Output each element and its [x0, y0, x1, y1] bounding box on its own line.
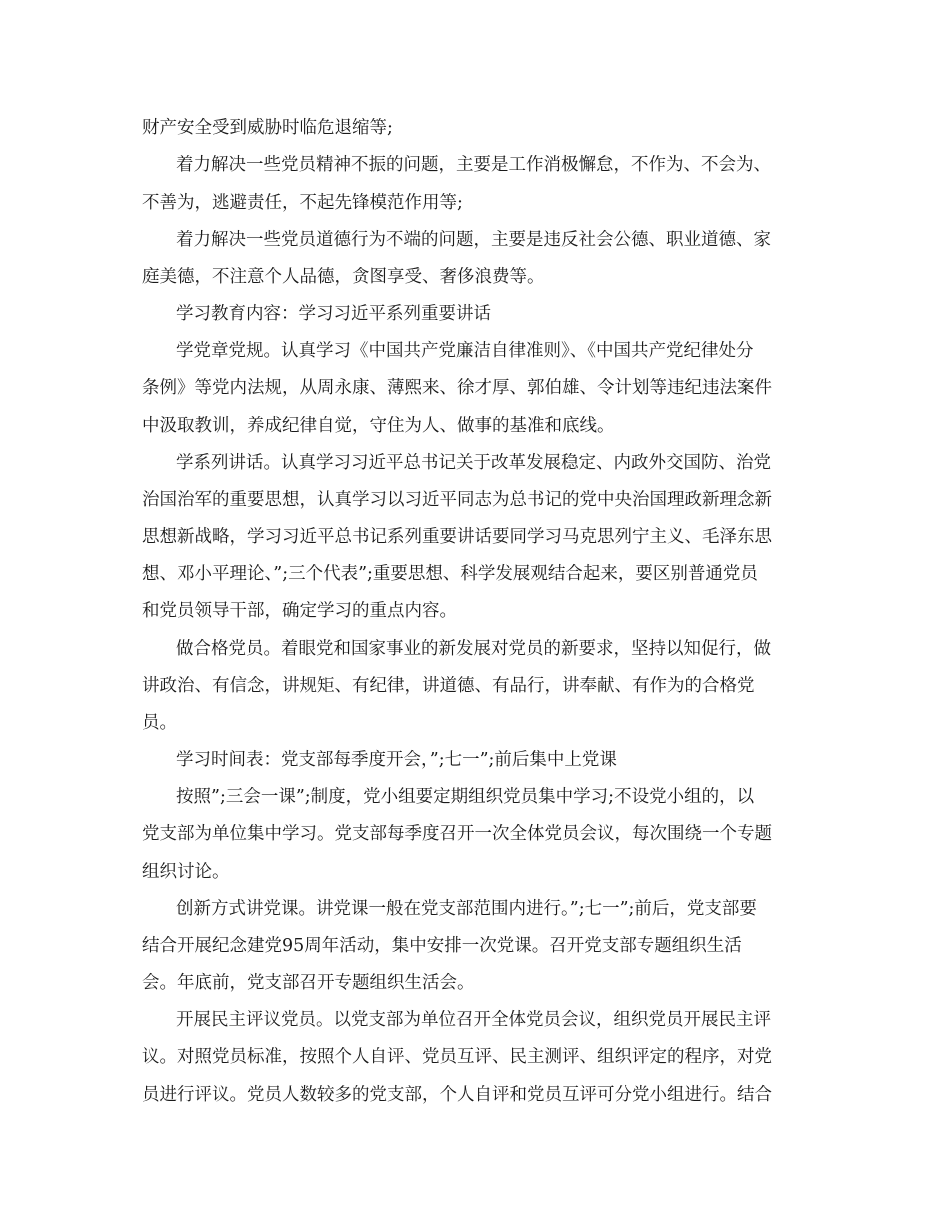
text-line: 中汲取教训，养成纪律自觉，守住为人、做事的基准和底线。 — [142, 416, 615, 436]
text-line: 着力解决一些党员道德行为不端的问题，主要是违反社会公德、职业道德、家 — [176, 230, 771, 250]
text-line: 创新方式讲党课。讲党课一般在党支部范围内进行。”;七一”;前后，党支部要 — [176, 899, 757, 919]
text-line: 学系列讲话。认真学习习近平总书记关于改革发展稳定、内政外交国防、治党 — [176, 453, 771, 473]
text-line: 条例》等党内法规，从周永康、薄熙来、徐才厚、郭伯雄、令计划等违纪违法案件 — [142, 378, 772, 398]
text-line: 按照”;三会一课”;制度，党小组要定期组织党员集中学习;不设党小组的，以 — [176, 787, 755, 807]
text-line: 思想新战略，学习习近平总书记系列重要讲话要同学习马克思列宁主义、毛泽东思 — [142, 527, 772, 547]
text-line: 议。对照党员标准，按照个人自评、党员互评、民主测评、组织评定的程序，对党 — [142, 1047, 772, 1067]
text-line: 想、邓小平理论、”;三个代表”;重要思想、科学发展观结合起来，要区别普通党员 — [142, 564, 758, 584]
text-line: 学习教育内容：学习习近平系列重要讲话 — [176, 304, 491, 324]
text-line: 结合开展纪念建党95周年活动，集中安排一次党课。召开党支部专题组织生活 — [142, 936, 742, 956]
text-line: 学党章党规。认真学习《中国共产党廉洁自律准则》、《中国共产党纪律处分 — [176, 341, 754, 361]
text-line: 不善为，逃避责任，不起先锋模范作用等; — [142, 193, 463, 213]
text-line: 员进行评议。党员人数较多的党支部，个人自评和党员互评可分党小组进行。结合 — [142, 1085, 772, 1105]
text-line: 治国治军的重要思想，认真学习以习近平同志为总书记的党中央治国理政新理念新 — [142, 490, 772, 510]
text-line: 开展民主评议党员。以党支部为单位召开全体党员会议，组织党员开展民主评 — [176, 1010, 771, 1030]
text-line: 会。年底前，党支部召开专题组织生活会。 — [142, 973, 475, 993]
text-line: 党支部为单位集中学习。党支部每季度召开一次全体党员会议，每次围绕一个专题 — [142, 824, 772, 844]
text-line: 员。 — [142, 713, 177, 733]
text-line: 做合格党员。着眼党和国家事业的新发展对党员的新要求，坚持以知促行，做 — [176, 639, 771, 659]
text-line: 和党员领导干部，确定学习的重点内容。 — [142, 601, 457, 621]
text-line: 学习时间表：党支部每季度开会，”;七一”;前后集中上党课 — [176, 750, 617, 770]
text-line: 财产安全受到威胁时临危退缩等; — [142, 118, 393, 138]
text-line: 庭美德，不注意个人品德，贪图享受、奢侈浪费等。 — [142, 267, 545, 287]
text-line: 组织讨论。 — [142, 862, 230, 882]
text-line: 讲政治、有信念，讲规矩、有纪律，讲道德、有品行，讲奉献、有作为的合格党 — [142, 676, 755, 696]
text-line: 着力解决一些党员精神不振的问题，主要是工作消极懈怠，不作为、不会为、 — [176, 155, 771, 175]
